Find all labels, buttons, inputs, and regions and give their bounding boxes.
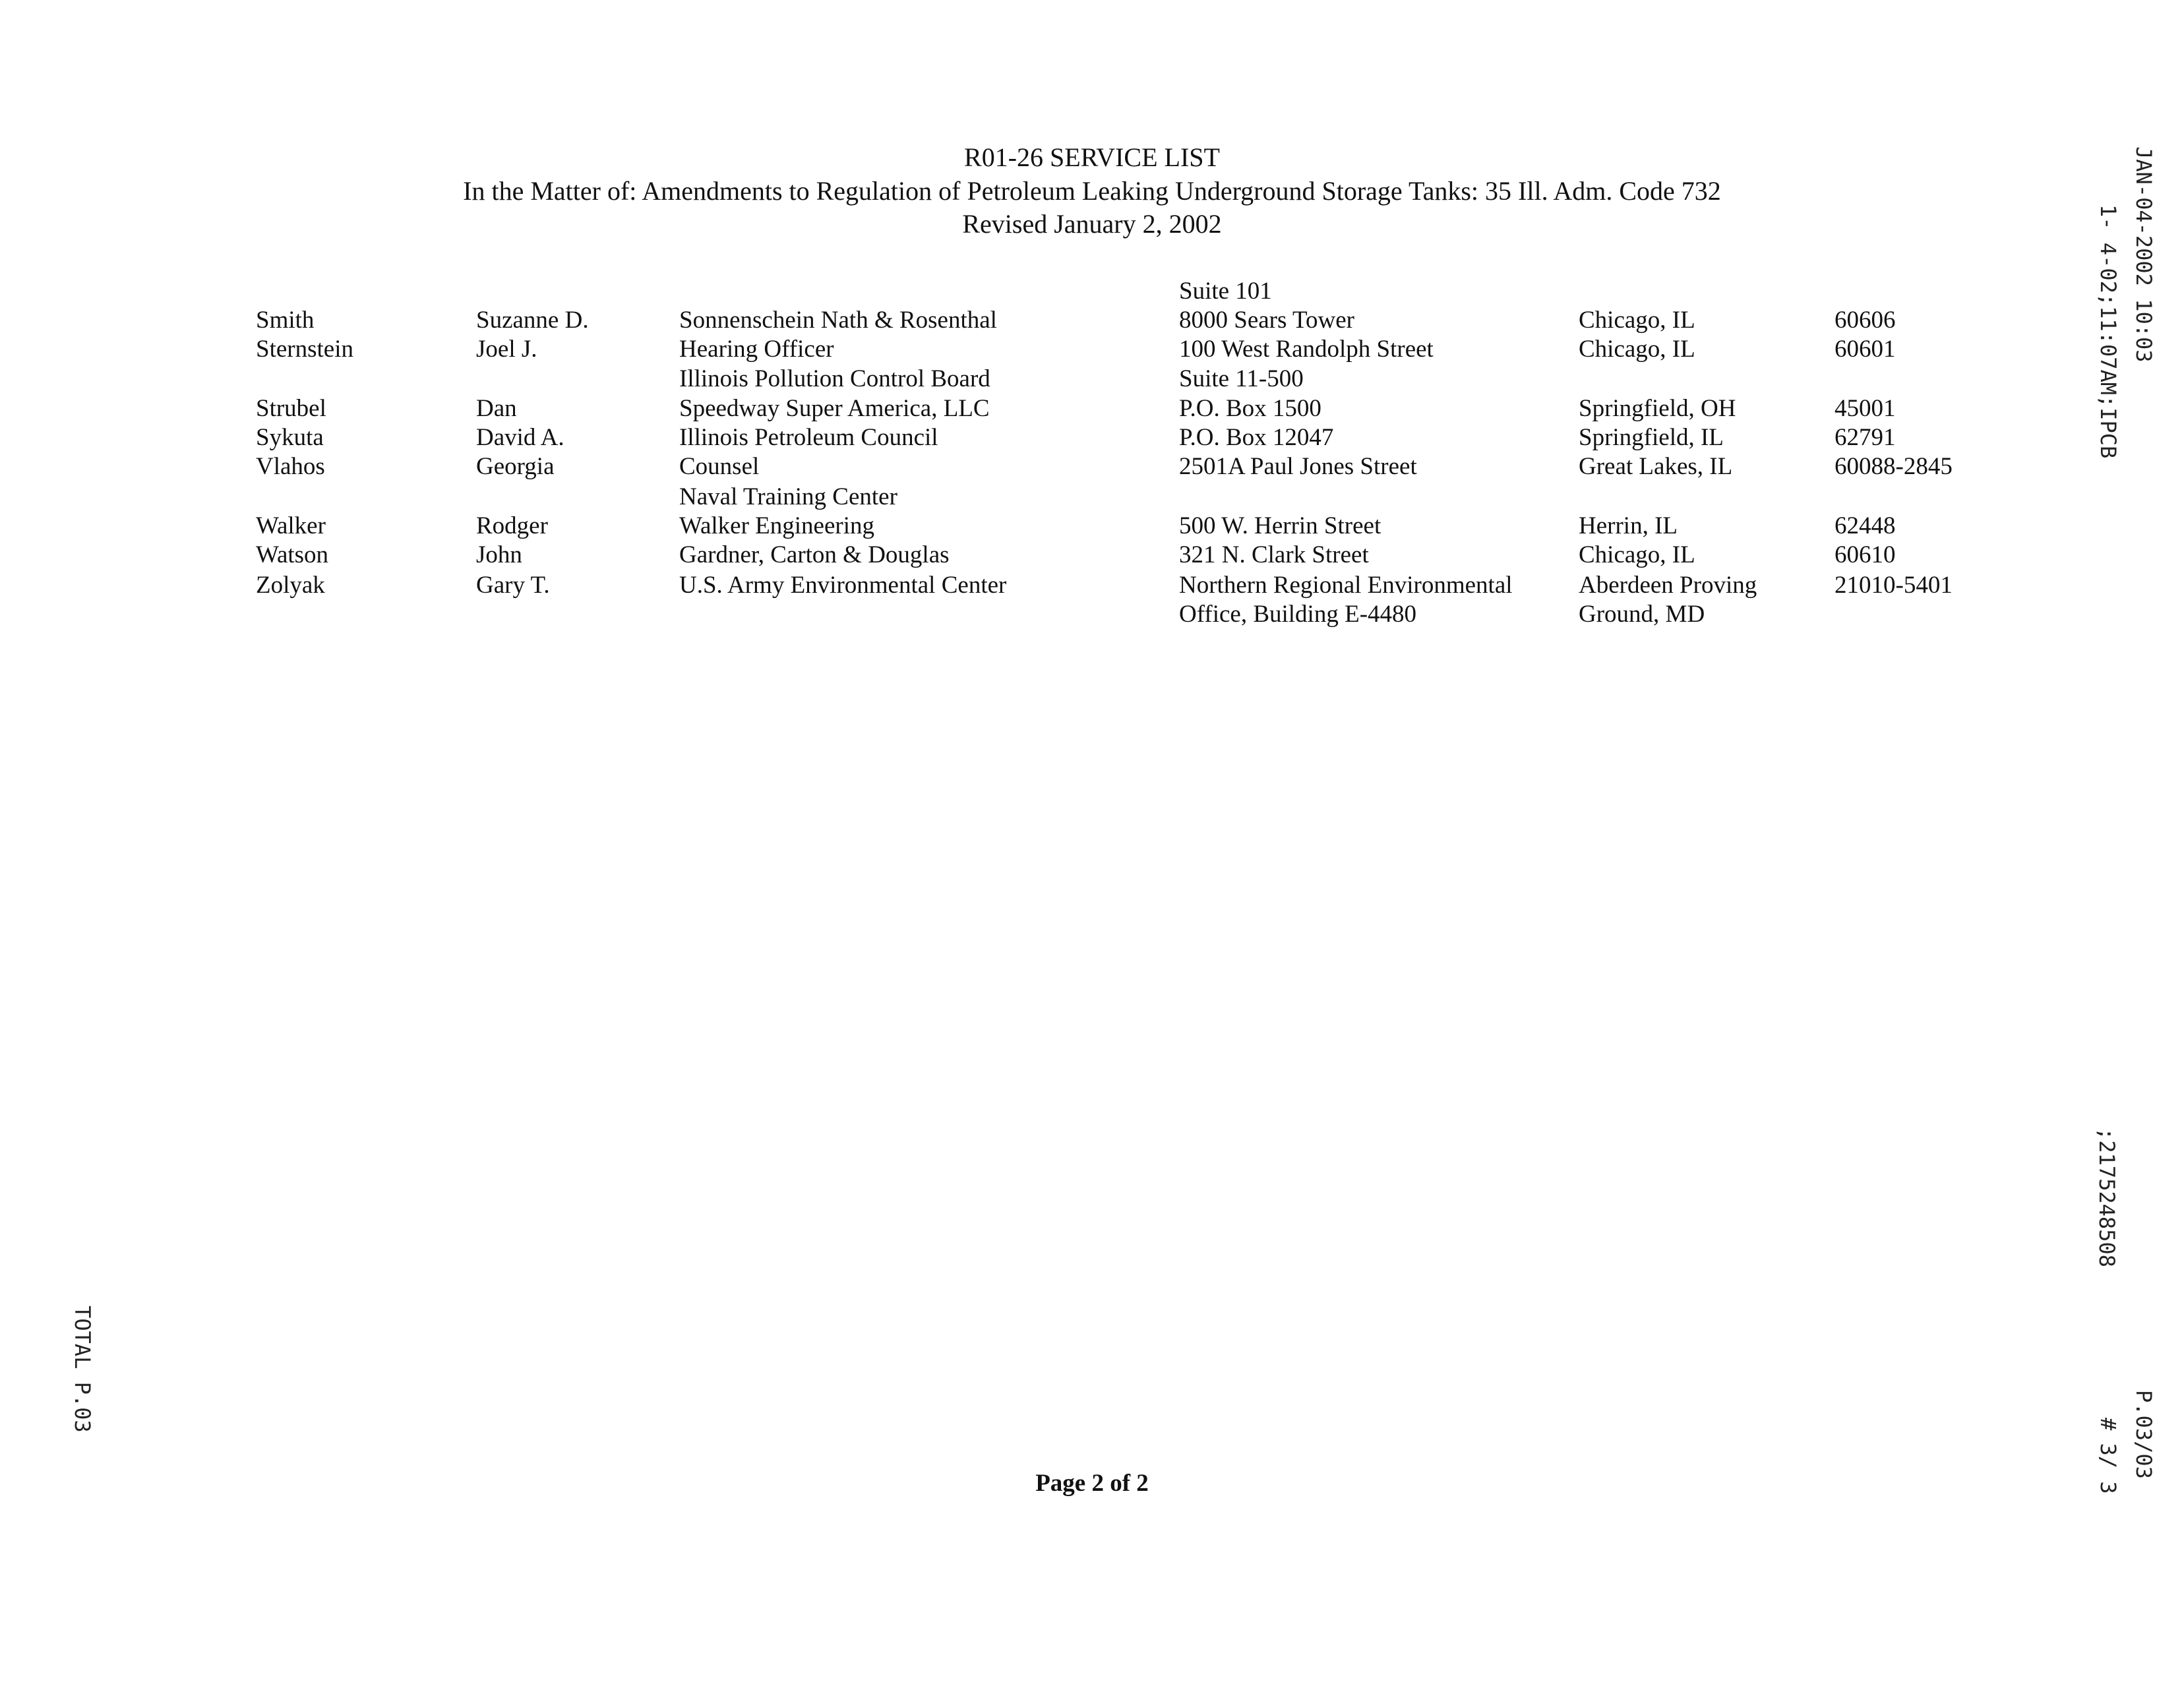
entry-address: 100 West Randolph Street <box>1179 336 1434 363</box>
fax-received-line: 1- 4-02;11:07AM;IPCB <box>2096 204 2121 459</box>
entry-address: P.O. Box 1500 <box>1179 395 1321 422</box>
entry-last-name: Watson <box>256 541 329 568</box>
entry-organization: Sonnenschein Nath & Rosenthal <box>679 307 997 334</box>
entry-zip-code: 21010-5401 <box>1835 572 1953 599</box>
entry-zip-code: 45001 <box>1835 395 1896 422</box>
entry-first-name: John <box>476 541 522 568</box>
entry-last-name: Zolyak <box>256 572 325 599</box>
entry-organization: Counsel <box>679 453 760 480</box>
entry-address: Suite 11-500 <box>1179 365 1304 392</box>
entry-first-name: Rodger <box>476 512 548 539</box>
fax-total-pages: TOTAL P.03 <box>70 1306 95 1433</box>
fax-phone-number: ;2175248508 <box>2094 1128 2119 1267</box>
entry-address: Northern Regional Environmental <box>1179 572 1513 599</box>
entry-organization: Walker Engineering <box>679 512 874 539</box>
entry-address: 500 W. Herrin Street <box>1179 512 1381 539</box>
entry-last-name: Strubel <box>256 395 326 422</box>
entry-city-state: Chicago, IL <box>1579 307 1695 334</box>
entry-address: 8000 Sears Tower <box>1179 307 1354 334</box>
document-title: R01-26 SERVICE LIST <box>964 142 1220 172</box>
entry-address: Office, Building E-4480 <box>1179 601 1417 628</box>
entry-last-name: Walker <box>256 512 326 539</box>
entry-organization: Illinois Pollution Control Board <box>679 365 990 392</box>
entry-city-state: Springfield, IL <box>1579 424 1724 451</box>
entry-zip-code: 60606 <box>1835 307 1896 334</box>
entry-city-state: Chicago, IL <box>1579 541 1695 568</box>
page-number: Page 2 of 2 <box>1035 1470 1149 1497</box>
entry-last-name: Sternstein <box>256 336 353 363</box>
entry-first-name: Suzanne D. <box>476 307 589 334</box>
entry-zip-code: 60610 <box>1835 541 1896 568</box>
fax-date-time: JAN-04-2002 10:03 <box>2131 146 2156 363</box>
entry-first-name: Dan <box>476 395 517 422</box>
matter-line: In the Matter of: Amendments to Regulation of Petroleum Leaking Underground Storage Tanks: 35 Ill. Adm. Code 732 <box>463 176 1721 206</box>
fax-page-count: P.03/03 <box>2131 1390 2156 1479</box>
entry-city-state: Great Lakes, IL <box>1579 453 1733 480</box>
entry-city-state: Chicago, IL <box>1579 336 1695 363</box>
entry-organization: Illinois Petroleum Council <box>679 424 938 451</box>
entry-first-name: Joel J. <box>476 336 537 363</box>
entry-organization: Naval Training Center <box>679 483 897 510</box>
entry-first-name: Georgia <box>476 453 555 480</box>
entry-city-state: Springfield, OH <box>1579 395 1736 422</box>
entry-first-name: David A. <box>476 424 564 451</box>
entry-last-name: Vlahos <box>256 453 325 480</box>
entry-city-state: Herrin, IL <box>1579 512 1678 539</box>
entry-last-name: Smith <box>256 307 315 334</box>
entry-organization: Gardner, Carton & Douglas <box>679 541 950 568</box>
entry-zip-code: 60088-2845 <box>1835 453 1953 480</box>
entry-first-name: Gary T. <box>476 572 550 599</box>
entry-zip-code: 62448 <box>1835 512 1896 539</box>
entry-zip-code: 62791 <box>1835 424 1896 451</box>
fax-page-number: # 3/ 3 <box>2096 1418 2121 1494</box>
entry-organization: Hearing Officer <box>679 336 834 363</box>
entry-zip-code: 60601 <box>1835 336 1896 363</box>
entry-organization: Speedway Super America, LLC <box>679 395 990 422</box>
entry-organization: U.S. Army Environmental Center <box>679 572 1007 599</box>
entry-address: P.O. Box 12047 <box>1179 424 1334 451</box>
entry-city-state: Ground, MD <box>1579 601 1705 628</box>
entry-last-name: Sykuta <box>256 424 324 451</box>
entry-address: Suite 101 <box>1179 278 1272 305</box>
entry-address: 321 N. Clark Street <box>1179 541 1369 568</box>
entry-city-state: Aberdeen Proving <box>1579 572 1757 599</box>
entry-address: 2501A Paul Jones Street <box>1179 453 1417 480</box>
revision-date: Revised January 2, 2002 <box>962 209 1222 239</box>
